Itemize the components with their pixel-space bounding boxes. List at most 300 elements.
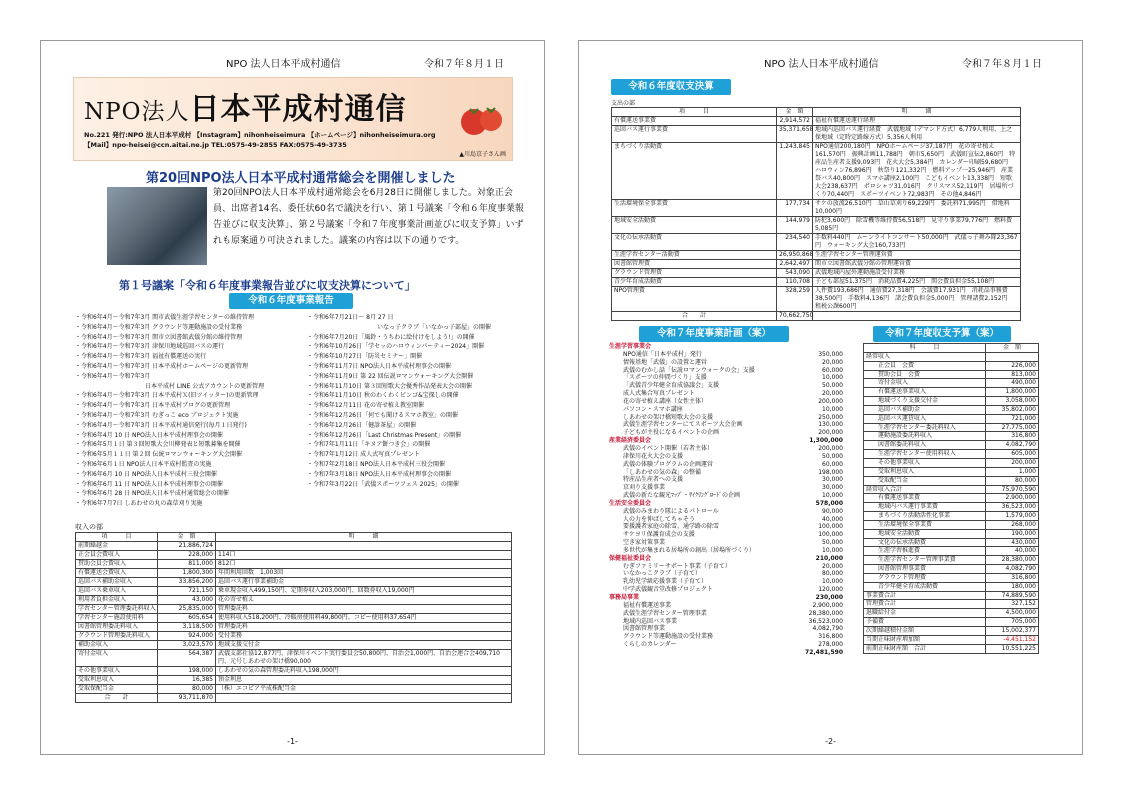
agenda-title: 第１号議案「令和６年度事業報告並びに収支決算について」 xyxy=(119,279,416,292)
budget-row xyxy=(864,644,1039,653)
plan-item: 武儀のみまわり隊によるパトロール xyxy=(623,507,719,515)
report-item: ・令和6年11月10日 秋のわくわくビンゴ&宝探しの開催 xyxy=(307,392,459,400)
table-cell: 管理委託料 xyxy=(216,623,512,632)
plan-row xyxy=(609,359,843,367)
budget-row xyxy=(864,503,1039,512)
plan-item: 産業経済委員会 xyxy=(609,437,652,445)
table-cell: 605,000 xyxy=(986,450,1039,459)
report-item: ・令和6年10月26日「学セッのハロウィンパーティー2024」開催 xyxy=(307,343,485,351)
table-cell: 27,775,000 xyxy=(986,423,1039,432)
plan-row xyxy=(609,649,843,657)
plan-amount: 2,900,000 xyxy=(812,601,843,609)
table-cell: 運動施設委託料収入 xyxy=(864,432,986,441)
table-cell: 35,371,658 xyxy=(777,126,813,143)
plan-amount: 120,000 xyxy=(818,586,843,594)
table-cell: 文化の伝承活動費 xyxy=(864,538,986,547)
table-cell: 234,540 xyxy=(777,234,813,251)
plan-row xyxy=(609,406,843,414)
table-cell: 16,385 xyxy=(158,676,216,685)
plan-amount: 250,000 xyxy=(818,413,843,421)
table-cell: NPO管理費 xyxy=(612,287,777,312)
table-cell: 813,000 xyxy=(986,370,1039,379)
plan-row xyxy=(609,508,843,516)
table-cell: 図書館委託料収入 xyxy=(864,441,986,450)
column-header: 金 額 xyxy=(777,108,813,117)
budget-row xyxy=(864,556,1039,565)
article-title: 第20回NPO法人日本平成村通常総会を開催しました xyxy=(146,171,456,186)
plan-item: むぎファミリーサポート事業（子育て） xyxy=(623,562,731,570)
table-cell: 図書館管理事業費 xyxy=(864,565,986,574)
plan-row xyxy=(609,547,843,555)
plan-amount: 4,082,790 xyxy=(812,625,843,633)
table-cell: 80,000 xyxy=(986,476,1039,485)
plan-amount: 10,000 xyxy=(822,546,843,554)
table-cell: 青少年育成活動費 xyxy=(612,278,777,287)
table-cell: 15,002,377 xyxy=(986,627,1039,636)
budget-row xyxy=(864,388,1039,397)
table-cell: 177,734 xyxy=(777,200,813,217)
plan-row xyxy=(609,453,843,461)
report-list-left xyxy=(75,313,264,509)
table-cell: 268,000 xyxy=(986,520,1039,529)
table-cell: 青少年健全育成活動費 xyxy=(864,582,986,591)
table-cell: 地域支援交付金 xyxy=(216,641,512,650)
plan-item: 乳幼児学級応援事業（子育て） xyxy=(623,578,708,586)
table-cell: 3,058,000 xyxy=(986,397,1039,406)
plan-amount: 90,000 xyxy=(822,507,843,515)
page-2 xyxy=(578,40,1083,755)
income-row xyxy=(76,685,512,694)
report-item: ・令和7年3月22日「武儀スポーツフェス 2025」の開催 xyxy=(307,480,459,488)
plan-item: 京刈り支援事業 xyxy=(623,484,666,492)
masthead-info: No.221 発行:NPO 法人日本平成村 【Instagram】nihonheiseimura 【ホームページ】nihonheiseimura.org 【Mail】npo-heisei@ccn.aitai.ne.jp TEL:0575-49-2855 FAX:0575-49-3735 xyxy=(84,131,436,149)
plan-list xyxy=(609,343,843,657)
table-cell: 2,642,497 xyxy=(777,260,813,269)
plan-row xyxy=(609,390,843,398)
column-header: 項 目 xyxy=(612,108,777,117)
table-cell: 補助金収入 xyxy=(76,641,158,650)
plan-item: くらしのカレンダー xyxy=(623,641,677,649)
table-cell: 武儀地域内屋外運動施設受付業務 xyxy=(813,269,1021,278)
column-header: 明 細 xyxy=(813,108,1021,117)
table-cell: グラウンド管理委託料収入 xyxy=(76,632,158,641)
table-cell xyxy=(986,352,1039,361)
report-item: ・令和6年5月１１日 第２回 伝統ロマンウォーキング大会開催 xyxy=(75,451,243,459)
expense-row xyxy=(612,126,1021,143)
column-header: 金 額 xyxy=(986,344,1039,353)
header-org: NPO 法人日本平成村通信 xyxy=(226,59,341,70)
meeting-photo xyxy=(107,187,207,265)
table-cell: 次期繰越積付金額 xyxy=(864,627,986,636)
table-cell: 年間利用回数 1,003回 xyxy=(216,569,512,578)
budget-row xyxy=(864,582,1039,591)
budget-row xyxy=(864,591,1039,600)
plan-amount: 200,000 xyxy=(818,444,843,452)
table-cell: 1,800,000 xyxy=(986,388,1039,397)
expense-row xyxy=(612,117,1021,126)
table-cell: 管理費合計 xyxy=(864,600,986,609)
table-cell: 文化の伝承活動費 xyxy=(612,234,777,251)
plan-amount: 28,380,000 xyxy=(808,609,843,617)
plan-item: 特産品生産者への支援 xyxy=(623,476,684,484)
plan-amount: 10,000 xyxy=(822,492,843,500)
table-cell: 生活環境保全事業費 xyxy=(612,200,777,217)
table-cell: 114口 xyxy=(216,551,512,560)
budget-row xyxy=(864,441,1039,450)
report-item: ・令和6年6月 28 日 NPO法人日本平成村通常総会の開催 xyxy=(75,490,229,498)
table-cell: 36,523,000 xyxy=(986,503,1039,512)
table-cell: 生涯学習センター活動費 xyxy=(612,251,777,260)
table-cell: 福祉有償運送運行経理 xyxy=(813,117,1021,126)
income-row xyxy=(76,641,512,650)
table-cell: 1,243,845 xyxy=(777,143,813,200)
budget-row xyxy=(864,609,1039,618)
table-header-row xyxy=(76,533,512,542)
table-cell: 180,000 xyxy=(986,582,1039,591)
plan-item: 武儀生涯学習センター管理事業 xyxy=(623,609,707,617)
report-item: ・令和6年6月 10 日 NPO法人日本平成村三役会開催 xyxy=(75,470,217,478)
page-number: -2- xyxy=(825,737,836,746)
table-cell: 地域内バス運行事業費 xyxy=(864,503,986,512)
tomato-illustration-icon xyxy=(458,90,504,140)
plan-item: 武儀のむかし話「伝説ロマンウォークの会」支援 xyxy=(623,366,755,374)
table-cell: 地域安全活動費 xyxy=(864,529,986,538)
budget-row xyxy=(864,600,1039,609)
plan-item: 「武儀青少年健全育成協議会」支援 xyxy=(623,382,720,390)
plan-row xyxy=(609,343,843,351)
budget-row xyxy=(864,476,1039,485)
income-row xyxy=(76,551,512,560)
budget-row xyxy=(864,538,1039,547)
column-header: 明 細 xyxy=(216,533,512,542)
table-cell: 316,800 xyxy=(986,432,1039,441)
report-item: ・令和6年4月 10 日 NPO法人日本平成村理事会の開催 xyxy=(75,431,223,439)
budget-row xyxy=(864,573,1039,582)
table-cell: 110,708 xyxy=(777,278,813,287)
settle-caption: 支出の部 xyxy=(611,100,636,107)
table-cell: グラウンド管理費 xyxy=(864,573,986,582)
table-cell: 巡回バス補助金収入 xyxy=(76,578,158,587)
table-cell: 事業費合計 xyxy=(864,591,986,600)
report-item: ・令和7年1月12日 成人式写真プレゼント xyxy=(307,451,420,459)
table-cell: 学習センター管理委託料収入 xyxy=(76,605,158,614)
table-cell: 924,000 xyxy=(158,632,216,641)
plan-amount: 1,300,000 xyxy=(809,437,843,445)
report-item: ・令和6年10月27日「防災セミナー」開催 xyxy=(307,353,423,361)
table-cell: 生涯学習推進費 xyxy=(864,547,986,556)
plan-row xyxy=(609,445,843,453)
plan-item: 「しあわせの気の森」の整備 xyxy=(623,468,702,476)
table-cell: 前期繰越金 xyxy=(76,542,158,551)
plan-row xyxy=(609,429,843,437)
plan-item: 保健福祉委員会 xyxy=(609,554,652,562)
plan-amount: 200,000 xyxy=(818,397,843,405)
expense-row xyxy=(612,143,1021,200)
plan-amount: 210,000 xyxy=(815,554,843,562)
table-cell: 受取利息収入 xyxy=(864,467,986,476)
income-row xyxy=(76,676,512,685)
table-cell xyxy=(216,694,512,703)
table-cell: 75,970,590 xyxy=(986,485,1039,494)
plan-amount: 60,000 xyxy=(822,366,843,374)
plan-amount: 230,000 xyxy=(815,594,843,601)
plan-amount: 10,000 xyxy=(822,578,843,586)
budget-row xyxy=(864,414,1039,423)
plan-item: 子どもが主役になるイベントの企画 xyxy=(623,429,720,437)
plan-item: 生涯学習事業会 xyxy=(609,343,652,350)
table-cell: 1,800,300 xyxy=(158,569,216,578)
budget-row xyxy=(864,565,1039,574)
income-row xyxy=(76,614,512,623)
plan-item: グラウンド等運動施設の受付業務 xyxy=(623,633,714,641)
table-cell: 4,500,000 xyxy=(986,609,1039,618)
income-row xyxy=(76,596,512,605)
plan-amount: 130,000 xyxy=(818,421,843,429)
income-caption: 収入の部 xyxy=(75,523,103,531)
table-cell: 武儀支部社協12,877円、津保川イベント実行委員会50,800円、自治会1,000円、自治会連合会409,710円、元号しあわせの架け橋90,000 xyxy=(216,650,512,667)
plan-row xyxy=(609,500,843,508)
plan-item: 地域内巡回バス事業 xyxy=(623,617,678,625)
income-row xyxy=(76,632,512,641)
budget-row xyxy=(864,432,1039,441)
plan-title: 令和７年度事業計画（案） xyxy=(639,326,789,342)
table-cell: 人件費193,686円 通信費27,318円 会議費17,931円 消耗品事務費38,500円 手数料4,136円 諸会費負担金5,000円 管理諸費2,152円 租税公課600円 xyxy=(813,287,1021,312)
income-row xyxy=(76,542,512,551)
table-cell: 地域安全活動費 xyxy=(612,217,777,234)
table-cell: 144,979 xyxy=(777,217,813,234)
expense-row xyxy=(612,269,1021,278)
budget-title: 令和７年度収支予算（案） xyxy=(873,326,1011,342)
table-cell: 198,000 xyxy=(158,667,216,676)
table-cell: 190,000 xyxy=(986,529,1039,538)
plan-item: 花の寄せ植え講座（女性主体） xyxy=(623,397,708,405)
budget-row xyxy=(864,450,1039,459)
plan-item: NPO通信「日本平成村」発行 xyxy=(623,350,702,358)
report-item: ・令和6年11月9日 第 22 回伝説ロマンウォーキング大会開催 xyxy=(307,372,474,380)
plan-amount: 10,000 xyxy=(822,405,843,413)
expense-row xyxy=(612,217,1021,234)
plan-row xyxy=(609,531,843,539)
page-1 xyxy=(40,40,545,755)
header-date: 令和７年８月１日 xyxy=(424,59,504,70)
plan-item: 中学武儀観音堂改修プロジェクト xyxy=(623,586,713,594)
table-cell: 生涯学習センター管理運営費 xyxy=(813,251,1021,260)
header-org: NPO 法人日本平成村通信 xyxy=(764,59,879,70)
plan-amount: 50,000 xyxy=(822,382,843,390)
table-cell: 合 計 xyxy=(612,312,777,321)
table-cell: しあわせの気の森管理委託料収入198,000円 xyxy=(216,667,512,676)
report-item: ・令和6年7月21日～ 8月 27 日 xyxy=(307,314,394,321)
table-cell: 巡回バス運行事業費 xyxy=(612,126,777,143)
table-cell xyxy=(216,542,512,551)
plan-item: 武儀の体験プログラムの企画運営 xyxy=(623,460,713,468)
table-cell: 70,662,750 xyxy=(777,312,813,321)
table-cell: 10,551,225 xyxy=(986,644,1039,653)
report-item: ・令和6年4月～令和7年3月 日本平成村通信発行(毎月１日発行) xyxy=(75,421,247,429)
table-cell: -4,451,152 xyxy=(986,635,1039,644)
budget-row xyxy=(864,485,1039,494)
report-item: ・令和6年12月26日「何でも聞けるスマホ教室」の開催 xyxy=(307,411,458,419)
table-cell: 2,900,000 xyxy=(986,494,1039,503)
table-cell: 正会員 会費 xyxy=(864,361,986,370)
plan-item: 人の力を伸ばしてちゃそう xyxy=(623,515,696,523)
budget-row xyxy=(864,423,1039,432)
plan-amount: 20,000 xyxy=(822,358,843,366)
plan-item: 空き家対策事業 xyxy=(623,539,666,547)
report-item: ・令和6年4月～令和7年3月 津保川地域巡回バスの運行 xyxy=(75,343,225,351)
table-cell: 生涯学習センター委託料収入 xyxy=(864,423,986,432)
table-cell: 生涯学習センター使用料収入 xyxy=(864,450,986,459)
plan-row xyxy=(609,555,843,563)
table-cell: 学習センター施設使用料 xyxy=(76,614,158,623)
report-title: 令和６年度事業報告 xyxy=(229,293,353,309)
table-cell: 受付業務 xyxy=(216,632,512,641)
plan-item: 多世代が集まれる居場所の創出（居場所づくり） xyxy=(623,546,756,554)
table-cell: 受取配当金 xyxy=(864,476,986,485)
report-item: ・令和6年12月26日「Last Christmas Present」の開催 xyxy=(307,431,462,439)
plan-row xyxy=(609,594,843,602)
plan-item: 武儀生涯学習センターにてスポーツ大会企画 xyxy=(623,421,743,429)
plan-amount: 30,000 xyxy=(822,476,843,484)
budget-row xyxy=(864,529,1039,538)
income-row xyxy=(76,650,512,667)
table-cell: 有償運送会費収入 xyxy=(76,569,158,578)
report-item: ・令和7年2月18日 NPO法人日本平成村三役会開催 xyxy=(307,460,446,468)
table-cell: 乗車現金収入499,150円、定期券収入203,000円、回数券収入19,000円 xyxy=(216,587,512,596)
table-cell: その他事業収入 xyxy=(864,458,986,467)
plan-amount: 100,000 xyxy=(818,523,843,531)
report-item: ・令和6年6月１日 NPO法人日本平成村監査の実施 xyxy=(75,460,212,468)
expense-row xyxy=(612,200,1021,217)
table-cell: 93,711,870 xyxy=(158,694,216,703)
table-cell: 経常収入合計 xyxy=(864,485,986,494)
table-cell: 巡回バス運行事業補助金 xyxy=(216,578,512,587)
table-cell: 受取保配当金 xyxy=(76,685,158,694)
table-cell: 花の寄せ植え xyxy=(216,596,512,605)
plan-amount: 36,523,000 xyxy=(808,617,843,625)
report-item: ・令和6年11月10日 第３回短歌大会優秀作品発表大会の開催 xyxy=(307,382,472,390)
plan-item: しあわせの架け橋短歌大会の支援 xyxy=(623,413,714,421)
settle-title: 令和６年度収支決算 xyxy=(611,79,731,95)
plan-amount: 40,000 xyxy=(822,515,843,523)
report-item: ・令和6年6月 11 日 NPO法人日本平成村理事会の開催 xyxy=(75,480,223,488)
table-cell: 200,000 xyxy=(986,458,1039,467)
plan-amount: 50,000 xyxy=(822,452,843,460)
plan-amount: 20,000 xyxy=(822,562,843,570)
table-cell: 生活環境保全事業費 xyxy=(864,520,986,529)
plan-amount: 20,000 xyxy=(822,390,843,398)
plan-item: 「スポーツの仲間づくり」支援 xyxy=(623,374,707,382)
column-header: 金 額 xyxy=(158,533,216,542)
plan-amount: 350,000 xyxy=(818,350,843,358)
plan-row xyxy=(609,437,843,445)
budget-row xyxy=(864,361,1039,370)
table-cell: 74,889,590 xyxy=(986,591,1039,600)
column-header: 科 目 xyxy=(864,344,986,353)
report-item: ・令和7年3月18日 NPO法人日本平成村理事会の開催 xyxy=(307,470,452,478)
plan-amount: 50,000 xyxy=(822,539,843,547)
table-cell: 防犯3,600円 除雪機等維持費56,518円 見守り事業79,776円 燃料費5,085円 xyxy=(813,217,1021,234)
expense-row xyxy=(612,251,1021,260)
table-cell: 490,000 xyxy=(986,379,1039,388)
budget-row xyxy=(864,520,1039,529)
table-cell: 地域内巡回バス運行経費 武儀地域（デマンド方式）6,779人利用、上之保地域（定時定路線方式）5,356人利用 xyxy=(813,126,1021,143)
table-cell: 巡回バス運賃収入 xyxy=(864,414,986,423)
plan-item: いなかっこクラブ（子育て） xyxy=(623,570,702,578)
table-cell: 賛助会員会費収入 xyxy=(76,560,158,569)
plan-item: 生活安全委員会 xyxy=(609,499,652,507)
income-row xyxy=(76,569,512,578)
table-cell: 合 計 xyxy=(76,694,158,703)
table-cell: 前期正味財産額 合計 xyxy=(864,644,986,653)
table-cell: 228,000 xyxy=(158,551,216,560)
income-row xyxy=(76,578,512,587)
table-cell: 巡回バス補助金 xyxy=(864,405,986,414)
report-item: ・令和6年4月～令和7年3月 むぎっこ eco プロジェクト実施 xyxy=(75,411,239,419)
plan-row xyxy=(609,351,843,359)
plan-amount: 60,000 xyxy=(822,460,843,468)
plan-row xyxy=(609,476,843,484)
table-cell: 経常収入 xyxy=(864,352,986,361)
report-item: いなっ子クラブ「いなかっ子部屋」の開催 xyxy=(377,323,492,331)
budget-row xyxy=(864,458,1039,467)
table-cell: 有償運送事業費 xyxy=(864,494,986,503)
report-item: ・令和6年7月7日 しあわせの丸の森草刈り実施 xyxy=(75,500,203,508)
table-cell: 1,000 xyxy=(986,467,1039,476)
table-cell: 預金利息 xyxy=(216,676,512,685)
table-cell: 管理委託料 xyxy=(216,605,512,614)
table-cell: 有償運送事業費 xyxy=(612,117,777,126)
expense-row xyxy=(612,287,1021,312)
table-cell: 25,835,000 xyxy=(158,605,216,614)
income-row xyxy=(76,560,512,569)
plan-item: 図書館管理事業 xyxy=(623,625,666,633)
report-item: ・令和6年4月～令和7年3月 グラウンド等運動施設の受付業務 xyxy=(75,323,243,331)
expense-row xyxy=(612,312,1021,321)
table-cell: 賛助会員 会費 xyxy=(864,370,986,379)
table-cell: 564,387 xyxy=(158,650,216,667)
table-cell: 721,000 xyxy=(986,414,1039,423)
column-header: 項 目 xyxy=(76,533,158,542)
report-item: ・令和6年4月～令和7年3月 関市武儀生涯学習センターの維持管理 xyxy=(75,314,254,321)
table-cell: 関市立図書館武儀分館の管理運営費 xyxy=(813,260,1021,269)
table-header-row xyxy=(864,344,1039,353)
plan-row xyxy=(609,492,843,500)
budget-row xyxy=(864,512,1039,521)
table-cell: まちづくり活動費 xyxy=(612,143,777,200)
page-number: -1- xyxy=(287,737,298,746)
table-cell: 巡回バス乗車収入 xyxy=(76,587,158,596)
table-cell: 有償運送事業収入 xyxy=(864,388,986,397)
report-item: ・令和7年1月11日「キヌア餅つき会」の開催 xyxy=(307,441,431,449)
table-cell: 2,914,572 xyxy=(777,117,813,126)
plan-item: 事務局事業 xyxy=(609,594,640,601)
table-cell: 430,000 xyxy=(986,538,1039,547)
plan-row xyxy=(609,484,843,492)
table-cell: 327,152 xyxy=(986,600,1039,609)
plan-row xyxy=(609,602,843,610)
table-cell: NPO通信200,180円 NPOホームページ37,187円 花の寄せ植え161,570円 振興計画11,788円 朝市5,650円 武儀町宣伝2,860円 特産品生産者支援9,093円 花火大会5,384円 カレンダー印刷59,680円 ハロウィン76,896円 秋祭り121,332円 燃料アップ一25,946円 産業祭バス40,800円 スマホ講座2,100円 こどもイベント13,338円 短歌大会238,637円 ポロシャツ31,016円 クリスマス52,119円 居場所づくり70,440円 スポーツイベント72,983円 その他4,846円 xyxy=(813,143,1021,200)
table-cell: 605,654 xyxy=(158,614,216,623)
table-cell: 35,802,000 xyxy=(986,405,1039,414)
table-cell: 316,800 xyxy=(986,573,1039,582)
income-row xyxy=(76,623,512,632)
plan-item: 福祉有償運送事業 xyxy=(623,601,672,609)
table-cell: 受取利息収入 xyxy=(76,676,158,685)
table-cell: 40,000 xyxy=(986,547,1039,556)
plan-amount: 198,000 xyxy=(818,468,843,476)
plan-row xyxy=(609,641,843,649)
